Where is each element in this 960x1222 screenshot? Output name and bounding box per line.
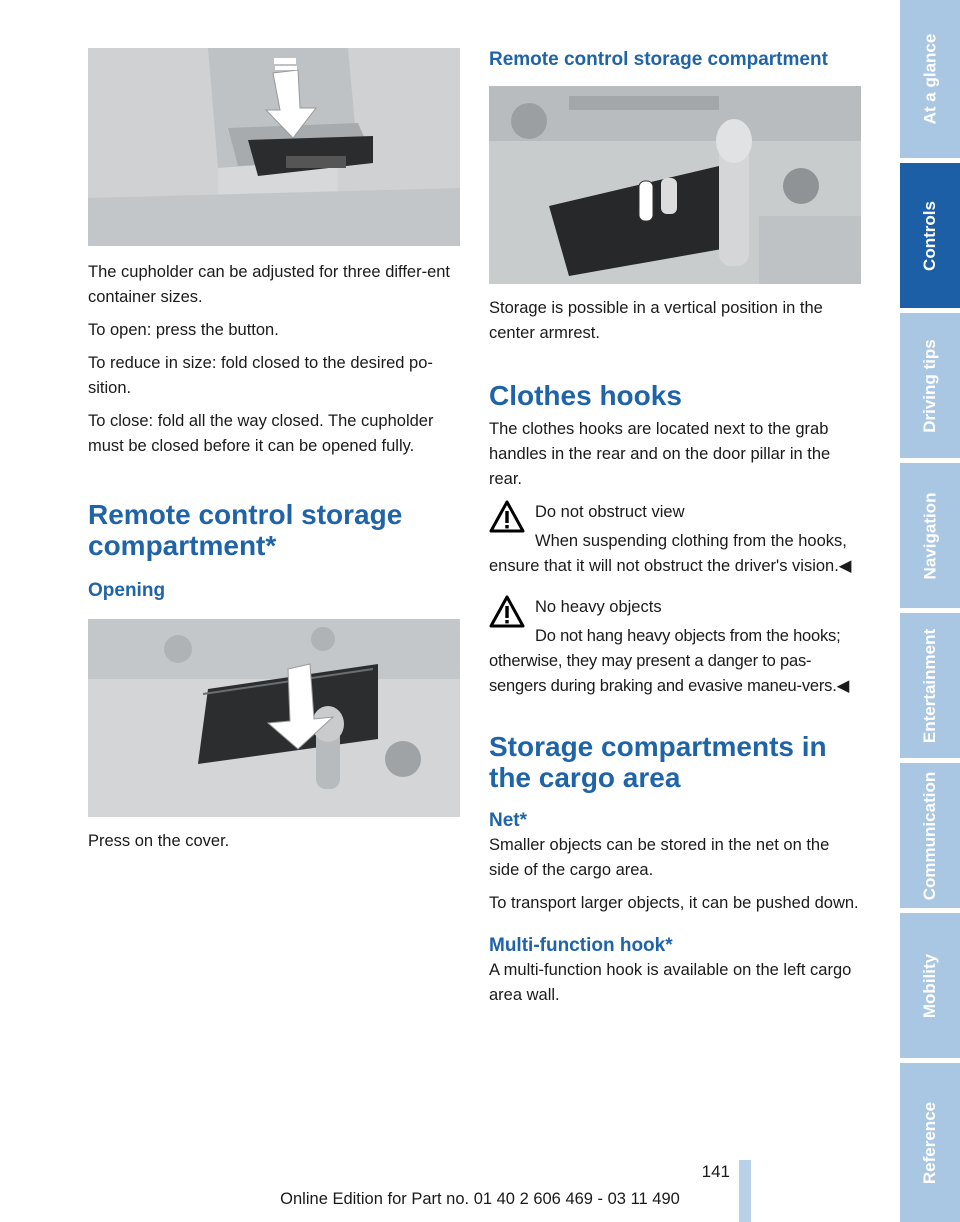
cupholder-text-1: The cupholder can be adjusted for three differ‐ent container sizes. xyxy=(88,263,451,306)
opening-photo xyxy=(88,619,460,817)
cupholder-text-3: To reduce in size: fold closed to the desired po‐sition. xyxy=(88,354,433,397)
remote-storage-section-title: Remote control storage compartment* xyxy=(88,499,403,561)
tab-label: Entertainment xyxy=(920,628,940,743)
tab-controls[interactable] xyxy=(900,163,960,308)
cupholder-text-2: To open: press the button. xyxy=(88,321,279,339)
tab-navigation[interactable] xyxy=(900,463,960,608)
clothes-hooks-text: The clothes hooks are located next to the grab handles in the rear and on the door pillar in the rear. xyxy=(489,420,831,488)
warning-body: Do not hang heavy objects from the hooks; otherwise, they may present a danger to pas‐sengers during braking and evasive maneu‐vers.◀ xyxy=(489,627,850,695)
tab-driving-tips[interactable] xyxy=(900,313,960,458)
warning-title: Do not obstruct view xyxy=(535,503,685,521)
warning-body: When suspending clothing from the hooks, ensure that it will not obstruct the driver's vision.◀ xyxy=(489,532,852,575)
tab-communication[interactable] xyxy=(900,763,960,908)
tab-label: Controls xyxy=(920,200,940,271)
footer-edition-text: Online Edition for Part no. 01 40 2 606 469 - 03 11 490 xyxy=(280,1190,680,1208)
cupholder-text-4: To close: fold all the way closed. The cupholder must be closed before it can be opened fully. xyxy=(88,412,434,455)
net-text-2: To transport larger objects, it can be pushed down. xyxy=(489,894,859,912)
warning-title: No heavy objects xyxy=(535,598,662,616)
right-column xyxy=(489,44,863,1016)
net-heading: Net* xyxy=(489,810,528,831)
tab-label: Navigation xyxy=(920,492,939,579)
page-number: 141 xyxy=(701,1162,730,1181)
opening-heading: Opening xyxy=(88,580,166,601)
warning-obstruct-view xyxy=(489,500,863,579)
clothes-hooks-title: Clothes hooks xyxy=(489,380,682,411)
tab-entertainment[interactable] xyxy=(900,613,960,758)
warning-icon xyxy=(489,500,525,534)
press-cover-text: Press on the cover. xyxy=(88,832,230,850)
tab-label: Reference xyxy=(920,1101,939,1184)
tab-at-a-glance[interactable] xyxy=(900,0,960,158)
remote-storage-heading: Remote control storage compartment xyxy=(489,49,828,70)
warning-heavy-objects xyxy=(489,595,863,699)
tab-label: Mobility xyxy=(920,953,939,1018)
storage-text: Storage is possible in a vertical position in the center armrest. xyxy=(489,299,823,342)
tab-label: Communication xyxy=(920,771,940,900)
tab-mobility[interactable] xyxy=(900,913,960,1058)
cupholder-photo xyxy=(88,48,460,246)
left-column xyxy=(88,48,460,862)
multi-function-hook-heading: Multi-function hook* xyxy=(489,935,673,956)
cargo-storage-title: Storage compartments in the cargo area xyxy=(489,731,827,793)
net-text-1: Smaller objects can be stored in the net on the side of the cargo area. xyxy=(489,836,830,879)
tab-label: At a glance xyxy=(920,33,940,125)
remote-storage-photo xyxy=(489,86,861,284)
tab-label: Driving tips xyxy=(920,338,940,433)
warning-icon xyxy=(489,595,525,629)
multi-function-hook-text: A multi-function hook is available on the left cargo area wall. xyxy=(489,961,852,1004)
chapter-tabs xyxy=(900,0,960,1222)
